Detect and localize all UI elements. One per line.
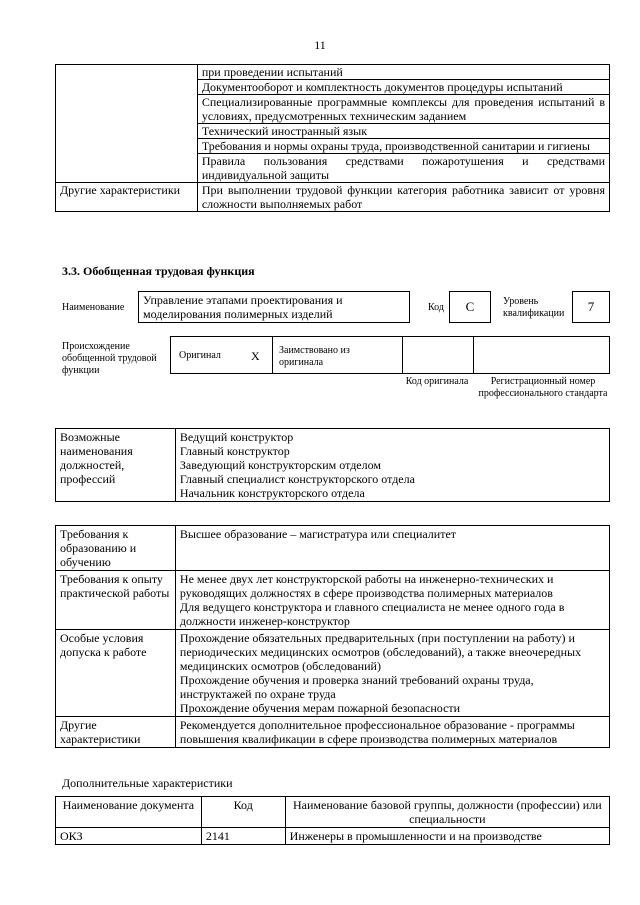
- header-cell: Код: [201, 797, 285, 828]
- origin-label: Происхождение обобщенной трудовой функции: [62, 341, 157, 376]
- table-cell: при проведении испытаний: [197, 65, 609, 80]
- divider: [272, 337, 273, 373]
- table-label: Другие характеристики: [56, 183, 198, 212]
- table-cell: ОКЗ: [56, 828, 202, 845]
- divider: [473, 337, 474, 373]
- code-value-box: [449, 291, 491, 323]
- origin-box: [170, 336, 610, 374]
- header-cell: Наименование базовой группы, должности (профессии) или специальности: [285, 797, 609, 828]
- list-item: Начальник конструкторского отдела: [179, 486, 365, 500]
- positions-table: [55, 428, 610, 502]
- borrowed-label: Заимствовано из оригинала: [279, 345, 350, 368]
- table-header-row: [56, 797, 610, 828]
- table-row: [56, 65, 610, 80]
- requirement-line: Для ведущего конструктора и главного специалиста не менее одного года в должности инженер-конструктор: [179, 600, 565, 628]
- positions-label: Возможные наименования должностей, профессий: [56, 429, 176, 502]
- table-row: [56, 630, 610, 717]
- name-label: Наименование: [62, 302, 125, 313]
- table-row: [56, 717, 610, 748]
- requirement-text: [175, 630, 609, 717]
- table-cell: Инженеры в промышленности и на производстве: [285, 828, 609, 845]
- page-number: 11: [314, 38, 326, 52]
- requirement-line: Прохождение обучения и проверка знаний требований охраны труда, инструктажей по охране труда: [179, 673, 534, 701]
- code-label: Код: [428, 302, 444, 313]
- requirement-label: Особые условия допуска к работе: [56, 630, 176, 717]
- level-label: Уровень квалификации: [503, 296, 565, 319]
- section-title: 3.3. Обобщенная трудовая функция: [62, 264, 255, 278]
- table-cell: При выполнении трудовой функции категория работника зависит от уровня сложности выполняемых работ: [197, 183, 609, 212]
- requirement-line: Рекомендуется дополнительное профессиональное образование - программы повышения квалификации в сфере производства полимерных материалов: [179, 718, 575, 746]
- original-mark: X: [251, 349, 260, 363]
- original-label: Оригинал: [179, 350, 221, 361]
- requirement-label: Другие характеристики: [56, 717, 176, 748]
- code-caption: Код оригинала: [405, 376, 469, 387]
- requirement-text: [175, 571, 609, 630]
- code-value: C: [465, 299, 475, 314]
- list-item: Заведующий конструкторским отделом: [179, 458, 381, 472]
- table-cell: Документооборот и комплектность документов процедуры испытаний: [197, 80, 609, 95]
- requirement-label: Требования к образованию и обучению: [56, 526, 176, 571]
- additional-title: Дополнительные характеристики: [62, 776, 233, 790]
- positions-list: [175, 429, 609, 502]
- level-value: 7: [587, 299, 595, 314]
- table-row: [56, 828, 610, 845]
- table-cell: Технический иностранный язык: [197, 124, 609, 139]
- list-item: Ведущий конструктор: [179, 430, 294, 444]
- divider: [402, 337, 403, 373]
- requirement-text: [175, 717, 609, 748]
- table-cell: 2141: [201, 828, 285, 845]
- additional-table: [55, 796, 610, 845]
- list-item: Главный специалист конструкторского отдела: [179, 472, 415, 486]
- requirement-line: Прохождение обучения мерам пожарной безопасности: [179, 701, 461, 715]
- requirement-line: Высшее образование – магистратура или специалитет: [179, 527, 457, 541]
- table-row: [56, 429, 610, 502]
- name-value: Управление этапами проектирования и моделирования полимерных изделий: [143, 293, 343, 321]
- level-value-box: [572, 291, 610, 323]
- list-item: Главный конструктор: [179, 444, 290, 458]
- requirement-line: Не менее двух лет конструкторской работы на инженерно-технических и руководящих должностях в сфере производства полимерных материалов: [179, 572, 554, 600]
- requirements-table: [55, 525, 610, 748]
- top-table: [55, 64, 610, 212]
- table-row: [56, 571, 610, 630]
- table-row: [56, 526, 610, 571]
- requirement-label: Требования к опыту практической работы: [56, 571, 176, 630]
- table-cell: Правила пользования средствами пожаротушения и средствами индивидуальной защиты: [197, 154, 609, 183]
- requirement-text: [175, 526, 609, 571]
- reg-caption: Регистрационный номер профессионального стандарта: [478, 376, 608, 399]
- requirement-line: Прохождение обязательных предварительных (при поступлении на работу) и периодических медицинских осмотров (обследований), а также внеочередных медицинских осмотров (обследований): [179, 631, 582, 673]
- table-row: [56, 183, 610, 212]
- name-value-box: [138, 291, 410, 323]
- table-cell: Специализированные программные комплексы для проведения испытаний в условиях, предусмотренных техническим заданием: [197, 95, 609, 124]
- header-cell: Наименование документа: [56, 797, 202, 828]
- table-cell: Требования и нормы охраны труда, производственной санитарии и гигиены: [197, 139, 609, 154]
- table-cell: [56, 65, 198, 183]
